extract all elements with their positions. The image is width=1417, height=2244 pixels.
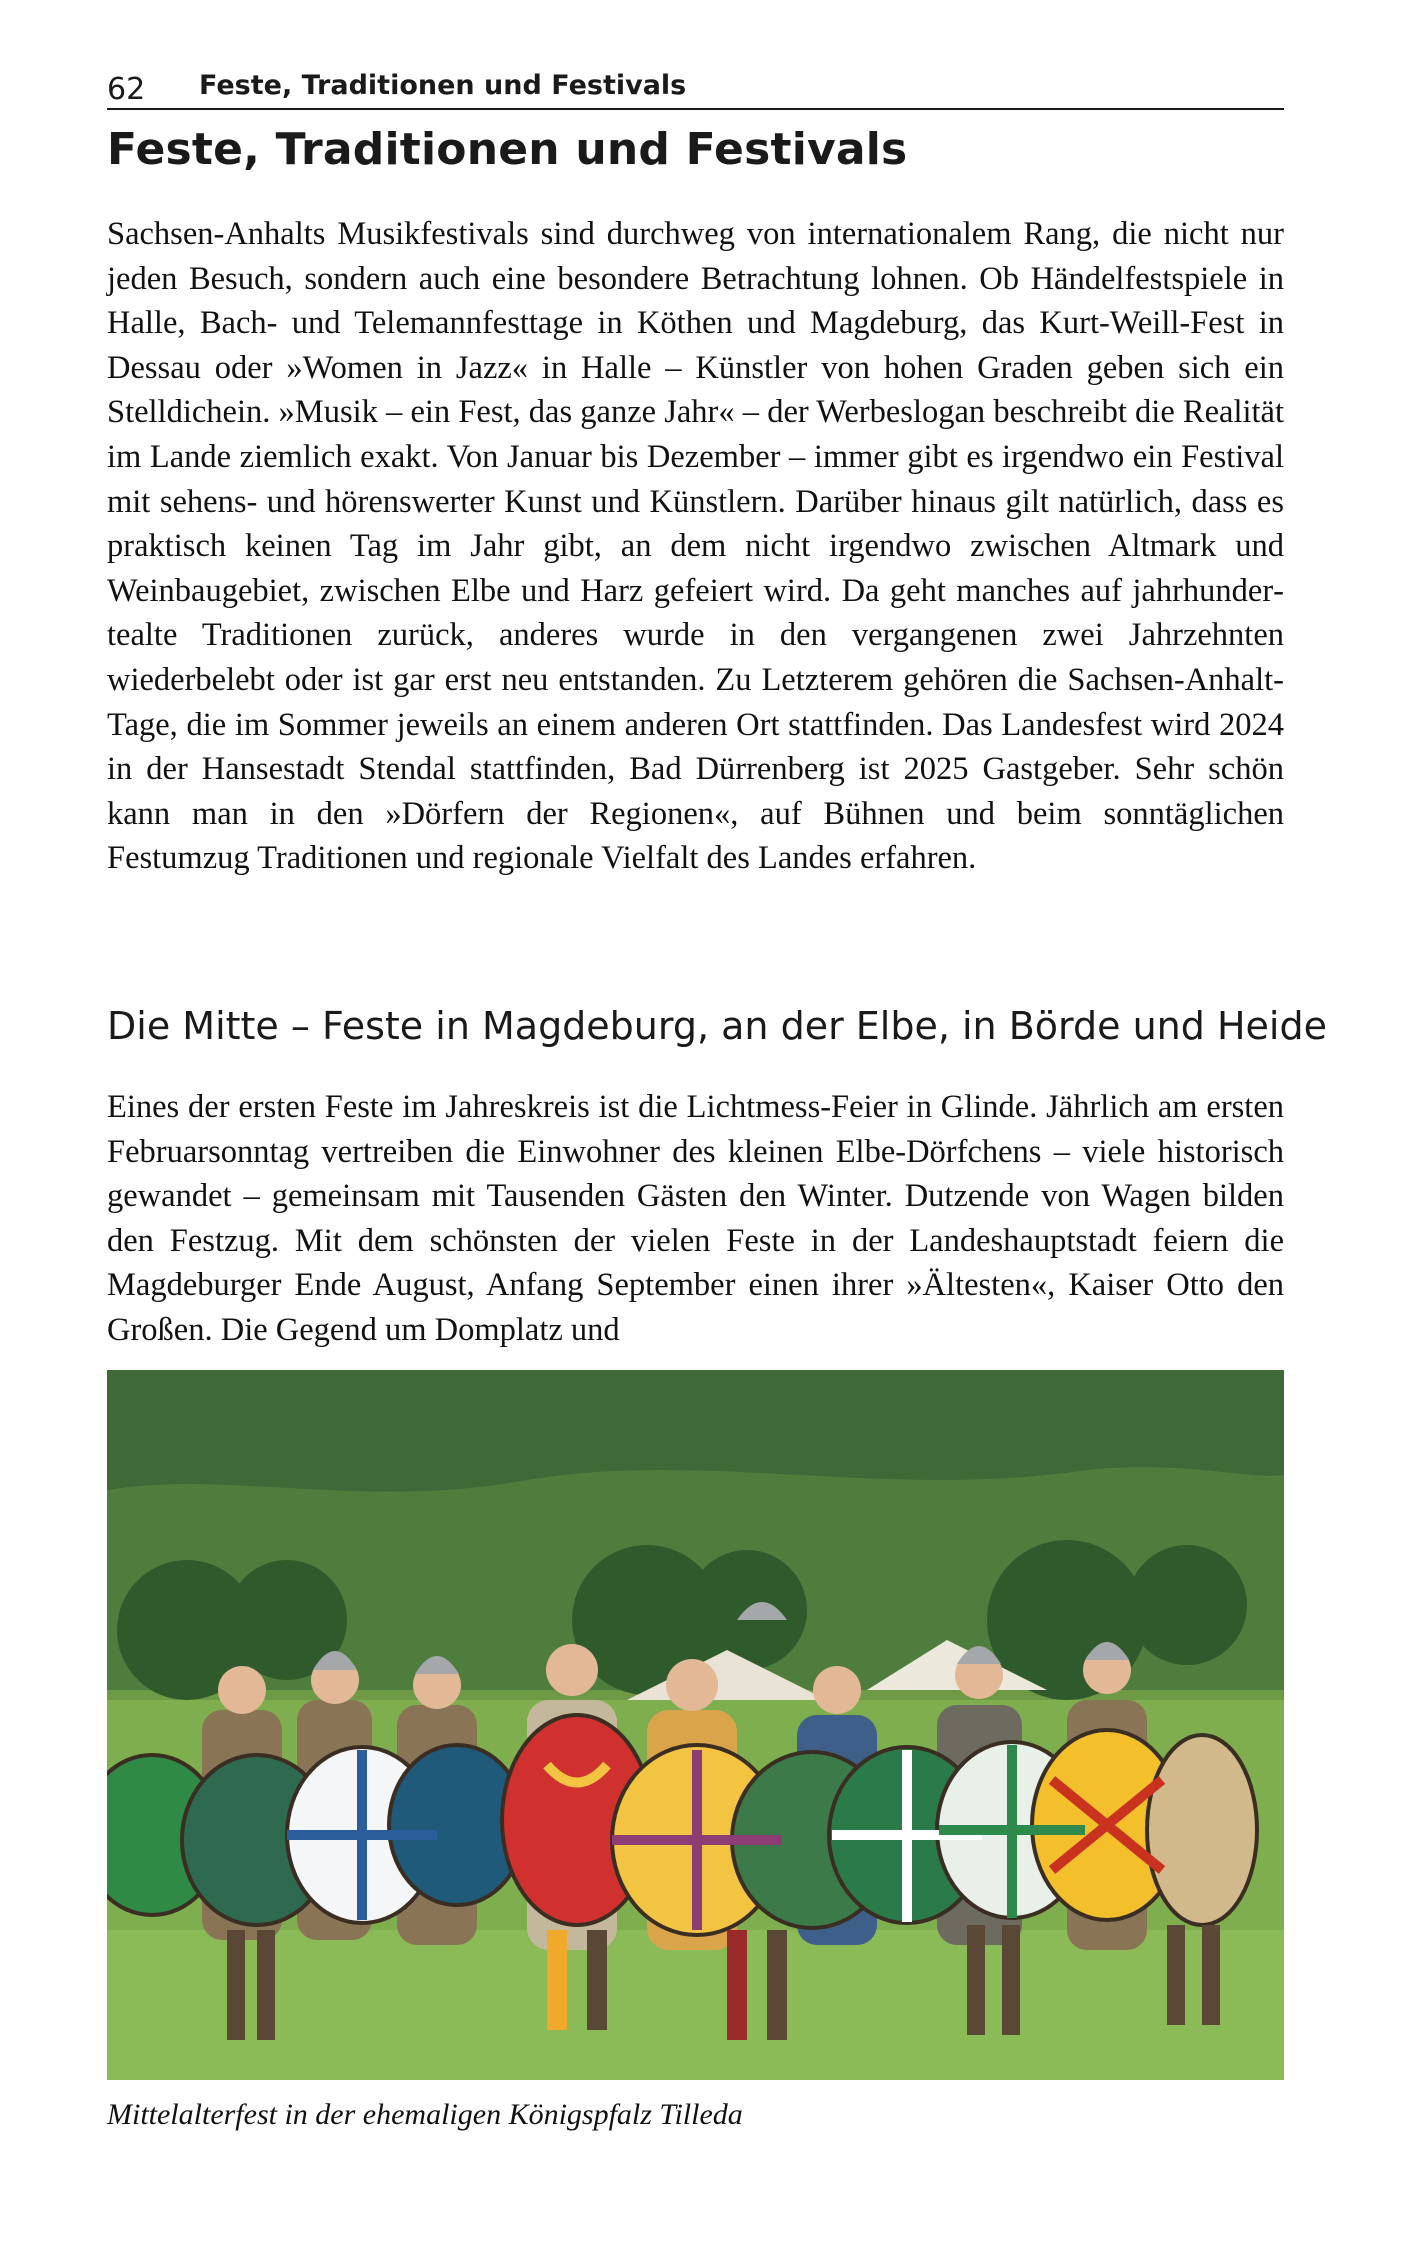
running-header	[107, 62, 1284, 110]
running-title: Feste, Traditionen und Festivals	[199, 70, 687, 101]
chapter-title: Feste, Traditionen und Festivals	[107, 124, 908, 175]
photo-caption: Mittelalterfest in der ehemaligen Königspfalz Tilleda	[107, 2098, 743, 2131]
section-heading: Die Mitte – Feste in Magdeburg, an der Elbe, in Börde und Heide	[107, 1004, 1327, 1048]
page-number: 62	[107, 72, 146, 107]
festival-photo	[107, 1370, 1284, 2080]
intro-paragraph: Sachsen-Anhalts Musikfestivals sind durchweg von internationalem Rang, die nicht nur jeden Besuch, sondern auch eine besondere Betrachtung lohnen. Ob Händelfestspiele in Halle, Bach- und Telemannfesttage in Köthen und Magdeburg, das Kurt-Weill-Fest in Dessau oder »Women in Jazz« in Halle – Künstler von hohen Graden geben sich ein Stelldichein. »Musik – ein Fest, das ganze Jahr« – der Werbeslogan beschreibt die Realität im Lande ziemlich exakt. Von Januar bis Dezember – immer gibt es irgendwo ein Festival mit sehens- und hörenswerter Kunst und Künstlern. Darüber hinaus gilt natürlich, dass es praktisch keinen Tag im Jahr gibt, an dem nicht irgendwo zwischen Altmark und Weinbaugebiet, zwischen Elbe und Harz gefeiert wird. Da geht manches auf jahrhundertealte Traditionen zurück, anderes wurde in den vergangenen zwei Jahrzehnten wiederbelebt oder ist gar erst neu entstanden. Zu Letzterem gehören die Sachsen-Anhalt-Tage, die im Sommer jeweils an einem anderen Ort stattfinden. Das Landesfest wird 2024 in der Hansestadt Stendal stattfinden, Bad Dürrenberg ist 2025 Gastgeber. Sehr schön kann man in den »Dörfern der Regionen«, auf Bühnen und beim sonntäglichen Festumzug Traditionen und regionale Vielfalt des Landes erfahren.	[107, 216, 1284, 877]
festival-photo-illustration	[107, 1370, 1284, 2080]
section-paragraph: Eines der ersten Feste im Jahreskreis ist die Lichtmess-Feier in Glinde. Jährlich am ersten Februarsonntag vertreiben die Einwohner des kleinen Elbe-Dörfchens – viele historisch gewandet – gemeinsam mit Tausenden Gästen den Winter. Dutzende von Wagen bilden den Festzug. Mit dem schönsten der vielen Feste in der Landeshauptstadt feiern die Magdeburger Ende August, Anfang September einen ihrer »Ältesten«, Kaiser Otto den Großen. Die Gegend um Domplatz und	[107, 1089, 1284, 1348]
